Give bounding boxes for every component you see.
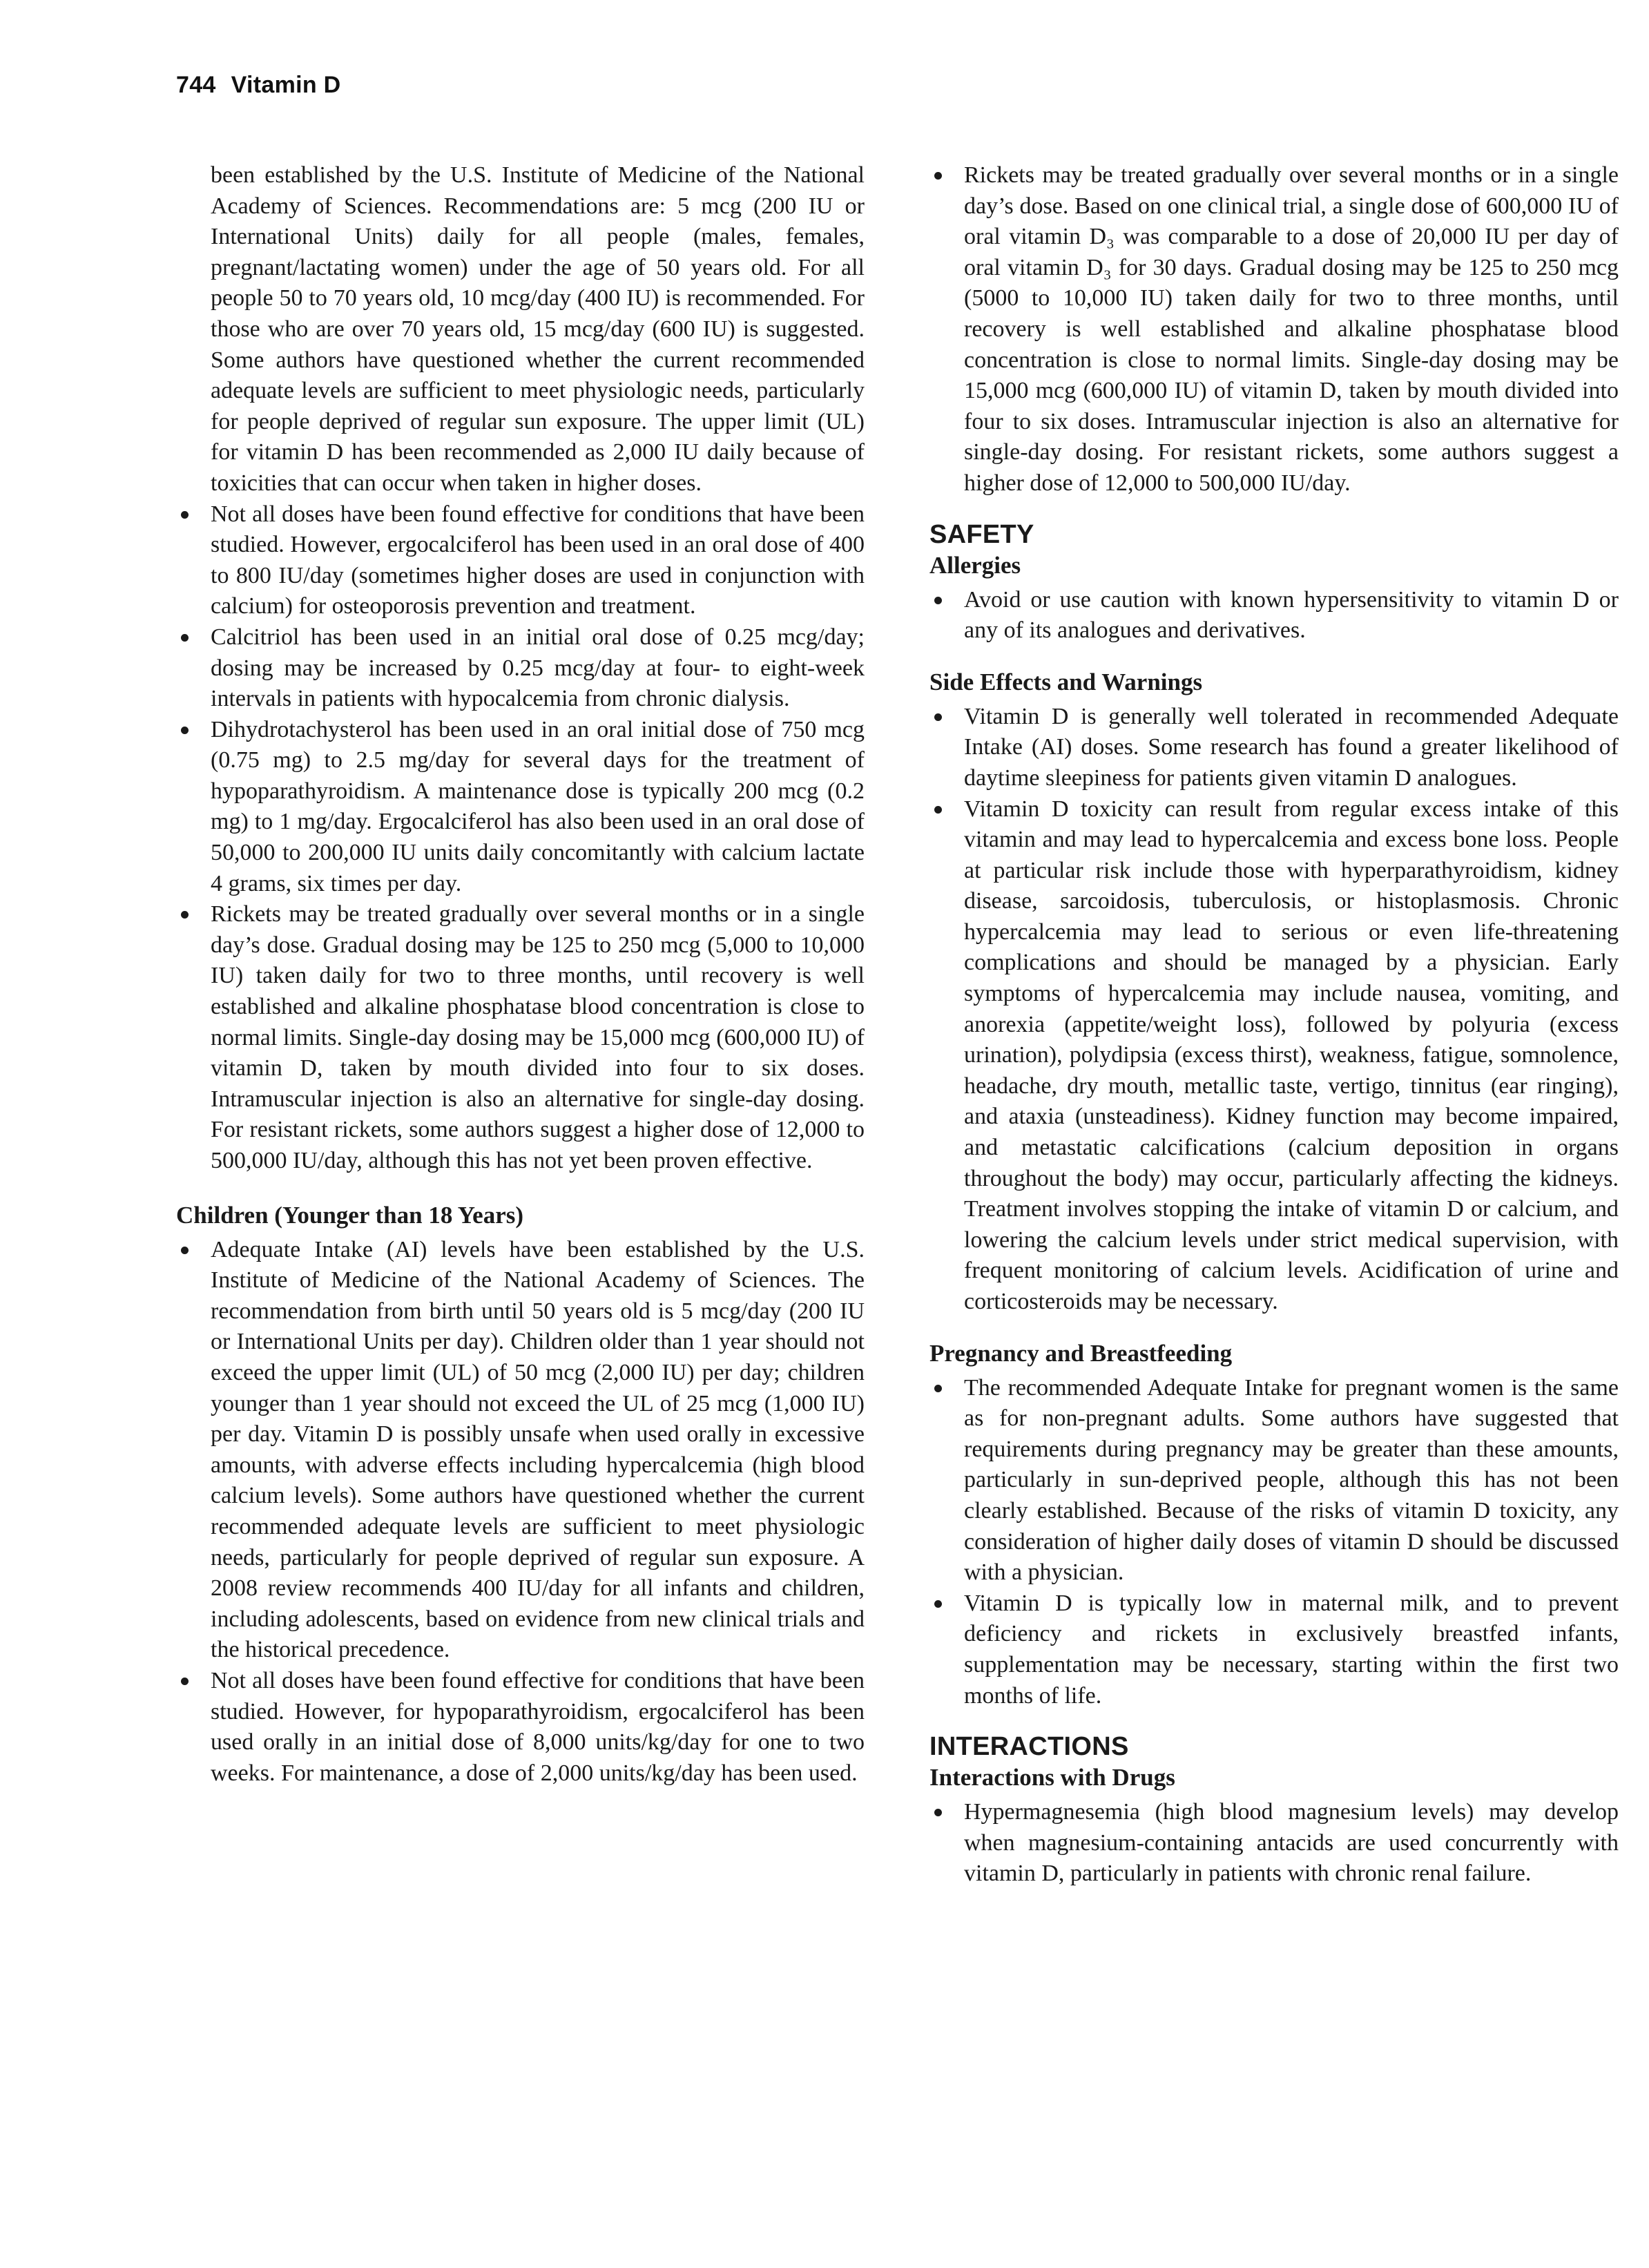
running-head-title: Vitamin D [231,72,341,98]
list-item: Hypermagnesemia (high blood magnesium levels) may develop when magnesium-containing antacids are used concurrently with vitamin D, particularly in patients with chronic renal failure. [929,1797,1619,1890]
interactions-drugs-heading: Interactions with Drugs [929,1764,1175,1791]
page-number: 744 [176,72,216,98]
rickets-list [929,160,1619,499]
children-dosing-list [176,1235,865,1789]
side-effects-heading: Side Effects and Warnings [929,668,1203,695]
list-item: Adequate Intake (AI) levels have been established by the U.S. Institute of Medicine of the National Academy of Sciences. The recommendation from birth until 50 years old is 5 mcg/day (200 IU or International Units per day). Children older than 1 year should not exceed the upper limit (UL) of 50 mcg (2,000 IU) per day; children younger than 1 year should not exceed the UL of 25 mcg (1,000 IU) per day. Vitamin D is possibly unsafe when used orally in excessive amounts, with adverse effects including hypercalcemia (high blood calcium levels). Some authors have questioned whether the current recommended adequate levels are sufficient to meet physiologic needs, particularly for people deprived of regular sun exposure. A 2008 review recommends 400 IU/day for all infants and children, including adolescents, based on evidence from new clinical trials and the historical precedence. [176,1235,865,1666]
adult-dosing-list [176,499,865,1177]
list-item: Rickets may be treated gradually over several months or in a single day’s dose. Gradual dosing may be 125 to 250 mcg (5,000 to 10,000 IU) taken daily for two to three months, until recovery is well established and alkaline phosphatase blood concentration is close to normal limits. Single-day dosing may be 15,000 mcg (600,000 IU) of vitamin D, taken by mouth divided into four to six doses. Intramuscular injection is also an alternative for single-day dosing. For resistant rickets, some authors suggest a higher dose of 12,000 to 500,000 IU/day, although this has not yet been proven effective. [176,899,865,1176]
allergies-heading: Allergies [929,551,1021,579]
allergies-list [929,585,1619,646]
side-effects-list [929,702,1619,1318]
safety-heading: SAFETY [929,519,1034,549]
list-item: Dihydrotachysterol has been used in an oral initial dose of 750 mcg (0.75 mg) to 2.5 mg/day for several days for the treatment of hypoparathyroidism. A maintenance dose is typically 200 mcg (0.2 mg) to 1 mg/day. Ergocalciferol has also been used in an oral dose of 50,000 to 200,000 IU units daily concomitantly with calcium lactate 4 grams, six times per day. [176,715,865,900]
interactions-heading: INTERACTIONS [929,1732,1129,1762]
children-heading: Children (Younger than 18 Years) [176,1201,524,1229]
list-item: Vitamin D is generally well tolerated in recommended Adequate Intake (AI) doses. Some research has found a greater likelihood of daytime sleepiness for patients given vitamin D analogues. [929,702,1619,794]
list-item: Vitamin D toxicity can result from regular excess intake of this vitamin and may lead to hypercalcemia and excess bone loss. People at particular risk include those with hyperparathyroidism, kidney disease, sarcoidosis, tuberculosis, or histoplasmosis. Chronic hypercalcemia may lead to serious or even life-threatening complications and should be managed by a physician. Early symptoms of hypercalcemia may include nausea, vomiting, and anorexia (appetite/weight loss), followed by polyuria (excess urination), polydipsia (excess thirst), weakness, fatigue, somnolence, headache, dry mouth, metallic taste, vertigo, tinnitus (ear ringing), and ataxia (unsteadiness). Kidney function may become impaired, and metastatic calcifications (calcium deposition in organs throughout the body) may occur, particularly affecting the kidneys. Treatment involves stopping the intake of vitamin D or calcium, and lowering the calcium levels under strict medical supervision, with frequent monitoring of calcium levels. Acidification of urine and corticosteroids may be necessary. [929,794,1619,1318]
list-item: Rickets may be treated gradually over several months or in a single day’s dose. Based on one clinical trial, a single dose of 600,000 IU of oral vitamin D₃ was comparable to a dose of 20,000 IU per day of oral vitamin D₃ for 30 days. Gradual dosing may be 125 to 250 mcg (5000 to 10,000 IU) taken daily for two to three months, until recovery is well established and alkaline phosphatase blood concentration is close to normal limits. Single-day dosing may be 15,000 mcg (600,000 IU) of vitamin D, taken by mouth divided into four to six doses. Intramuscular injection is also an alternative for single-day dosing. For resistant rickets, some authors suggest a higher dose of 12,000 to 500,000 IU/day. [929,160,1619,499]
left-column [176,160,865,1789]
list-item: Vitamin D is typically low in maternal milk, and to prevent deficiency and rickets in exclusively breastfed infants, supplementation may be necessary, starting within the first two months of life. [929,1588,1619,1711]
list-item: Not all doses have been found effective for conditions that have been studied. However, ergocalciferol has been used in an oral dose of 400 to 800 IU/day (sometimes higher doses are used in conjunction with calcium) for osteoporosis prevention and treatment. [176,499,865,622]
running-head [176,72,341,99]
pregnancy-list [929,1373,1619,1712]
list-item: Avoid or use caution with known hypersensitivity to vitamin D or any of its analogues and derivatives. [929,585,1619,646]
intro-continuation-paragraph: been established by the U.S. Institute of Medicine of the National Academy of Sciences. Recommendations are: 5 mcg (200 IU or International Units) daily for all people (males, females, pregnant/lactating women) under the age of 50 years old. For all people 50 to 70 years old, 10 mcg/day (400 IU) is recommended. For those who are over 70 years old, 15 mcg/day (600 IU) is suggested. Some authors have questioned whether the current recommended adequate levels are sufficient to meet physiologic needs, particularly for people deprived of regular sun exposure. The upper limit (UL) for vitamin D has been recommended as 2,000 IU daily because of toxicities that can occur when taken in higher doses. [211,162,865,496]
list-item: The recommended Adequate Intake for pregnant women is the same as for non-pregnant adults. Some authors have suggested that requirements during pregnancy may be greater than these amounts, particularly in sun-deprived people, although this has not been clearly established. Because of the risks of vitamin D toxicity, any consideration of higher daily doses of vitamin D should be discussed with a physician. [929,1373,1619,1588]
right-column [929,160,1619,1890]
list-item: Not all doses have been found effective for conditions that have been studied. However, for hypoparathyroidism, ergocalciferol has been used orally in an initial dose of 8,000 units/kg/day for one to two weeks. For maintenance, a dose of 2,000 units/kg/day has been used. [176,1666,865,1789]
list-item: Calcitriol has been used in an initial oral dose of 0.25 mcg/day; dosing may be increased by 0.25 mcg/day at four- to eight-week intervals in patients with hypocalcemia from chronic dialysis. [176,622,865,715]
interactions-list [929,1797,1619,1890]
pregnancy-heading: Pregnancy and Breastfeeding [929,1339,1233,1367]
